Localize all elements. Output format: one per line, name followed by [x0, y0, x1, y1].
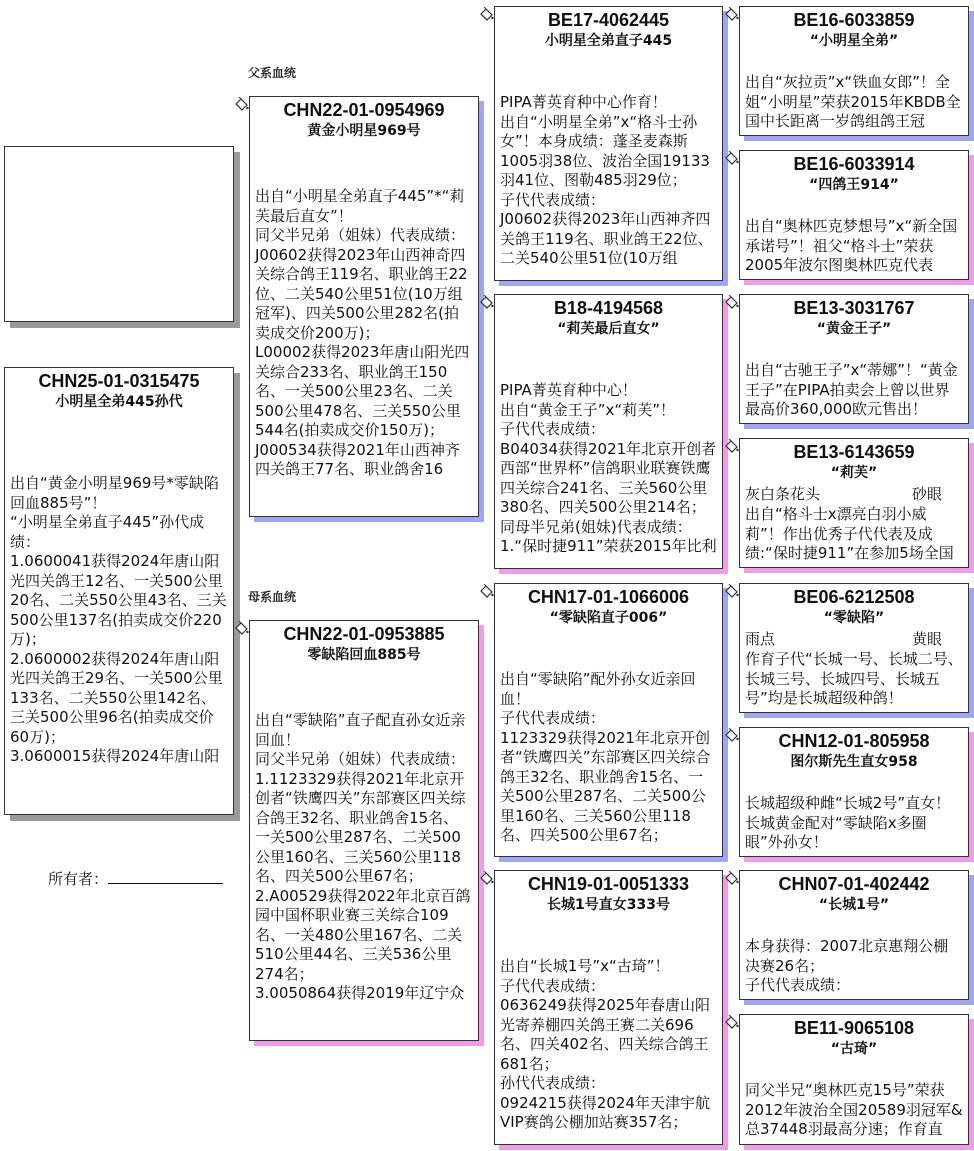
ring-number: CHN17-01-1066006	[527, 587, 690, 607]
pedigree-notes	[740, 217, 968, 276]
ring-number: CHN07-01-402442	[778, 874, 930, 894]
pedigree-card-dsd[interactable]	[739, 727, 969, 857]
note-line: 长城超级种雌“长城2号”直女！	[745, 794, 951, 812]
paint-bucket-icon	[724, 7, 739, 22]
note-line: J00602获得2023年山西神奇四关综合鸽王119名、职业鸽王22位、二关540公里51位(10万组冠军)、四关500公里282名(拍卖成交价200万)；	[255, 245, 468, 342]
paint-bucket-icon	[724, 871, 739, 886]
paint-bucket-icon	[479, 871, 494, 886]
note-line: 1123329获得2021年北京开创者“铁鹰四关”东部赛区四关综合鸽王32名、职业鸽舍15名、一关500公里287名、二关500公里160名、三关560公里118名、四关500公里67名；	[500, 728, 711, 844]
owner-label: 所有者：	[48, 870, 109, 888]
note-line: B04034获得2021年北京开创者西部“世界杯”信鸽职业联赛铁鹰四关综合241名、三关560公里380名、四关500公里214名；	[500, 439, 717, 516]
pedigree-card-sss[interactable]	[739, 6, 969, 136]
ring-number: BE16-6033914	[793, 154, 915, 174]
pedigree-card-dds[interactable]	[739, 870, 969, 1000]
pigeon-name: 黄金小明星969号	[307, 123, 421, 139]
note-line: 2.A00529获得2022年北京百鸽园中国杯职业赛三关综合109名、一关480公里167名、二关510公里44名、三关536公里274名；	[255, 886, 471, 983]
ring-number: BE16-6033859	[793, 10, 915, 30]
pigeon-name: 长城1号直女333号	[547, 897, 670, 913]
pigeon-name: “古琦”	[830, 1041, 878, 1057]
paint-bucket-icon	[234, 97, 249, 112]
feather-eye-row	[740, 628, 968, 650]
paint-bucket-icon	[479, 295, 494, 310]
paint-bucket-icon	[724, 151, 739, 166]
note-line: 出自“黄金王子”x“莉芙”！	[500, 400, 675, 419]
pigeon-name: 图尔斯先生直女958	[790, 754, 918, 770]
ring-number: BE06-6212508	[793, 587, 915, 607]
pigeon-name: “四鸽王914”	[809, 177, 899, 193]
note-line: 出自“灰拉贡”x“铁血女郎”！全姐“小明星”荣获2015年KBDB全国中长距离一岁鸽组鸽王冠	[745, 73, 961, 130]
pedigree-notes	[740, 73, 968, 132]
note-line: 出自“黄金小明星969号*零缺陷回血885号”！	[10, 474, 219, 512]
note-line: 出自“零缺陷”直子配直孙女近亲回血！	[255, 711, 466, 749]
feather-color: 雨点	[745, 630, 776, 648]
note-line: PIPA菁英育种中心作育！	[500, 93, 667, 111]
pedigree-notes	[495, 381, 722, 557]
note-line: 孙代代表成绩：	[500, 1074, 606, 1092]
note-line: 出自“格斗士x漂亮白羽小威莉”！作出优秀子代代表及成绩:“保时捷911”在参加5场全国	[745, 505, 954, 562]
pedigree-card-ss[interactable]	[494, 6, 723, 281]
ring-number: BE11-9065108	[793, 1018, 915, 1038]
note-line: J000534获得2021年山西神齐四关鸽王77名、职业鸽舍16	[255, 440, 460, 478]
pedigree-card-dam[interactable]	[249, 620, 479, 1041]
pedigree-notes	[740, 505, 968, 564]
pigeon-name: “长城1号”	[818, 897, 890, 913]
note-line: 子代代表成绩：	[500, 190, 606, 209]
ring-number: CHN22-01-0954969	[283, 100, 445, 120]
note-line: 出自“小明星全弟直子445”*“莉芙最后直女”！	[255, 187, 465, 225]
note-line: 作育子代“长城一号、长城二号、长城三号、长城四号、长城五号”均是长城超级种鸽！	[745, 650, 963, 707]
pedigree-card-subject[interactable]	[4, 367, 234, 815]
pigeon-name: “零缺陷直子006”	[549, 610, 668, 626]
pedigree-card-sire[interactable]	[249, 96, 479, 517]
pedigree-notes	[250, 187, 478, 480]
note-line: 0924215获得2024年天津宇航VIP赛鸽公棚加站赛357名；	[500, 1093, 710, 1131]
pigeon-name: “零缺陷”	[823, 610, 885, 626]
owner-field	[48, 868, 223, 889]
note-line: 出自“小明星全弟”x“格斗士孙女”！本身成绩：蓬圣麦森斯1005羽38位、波治全国19133羽41位、图勒485羽29位；	[500, 112, 710, 189]
note-line: 同父半兄弟（姐妹）代表成绩：	[255, 226, 466, 244]
note-line: 0636249获得2025年春唐山阳光寄养棚四关鸽王赛二关696名、四关402名、四关综合鸽王681名；	[500, 996, 710, 1073]
pedigree-card-sds[interactable]	[739, 294, 969, 424]
pedigree-notes	[5, 474, 233, 767]
pedigree-card-sdd[interactable]	[739, 438, 969, 568]
ring-number: BE17-4062445	[547, 10, 670, 30]
pedigree-notes	[740, 794, 968, 853]
pigeon-photo-frame	[4, 146, 234, 322]
paint-bucket-icon	[479, 584, 494, 599]
eye-type: 黄眼	[911, 630, 942, 648]
paint-bucket-icon	[479, 7, 494, 22]
paint-bucket-icon	[724, 1015, 739, 1030]
note-line: 1.1123329获得2021年北京开创者“铁鹰四关”东部赛区四关综合鸽王32名、职业鸽舍15名、一关500公里287名、二关500公里160名、三关560公里118名、四关500公里67名；	[255, 769, 466, 885]
pigeon-name: 零缺陷回血885号	[307, 647, 421, 663]
pigeon-name: “莉芙最后直女”	[557, 321, 660, 337]
eye-type: 砂眼	[911, 485, 942, 503]
ring-number: CHN22-01-0953885	[283, 624, 445, 644]
pedigree-notes	[740, 937, 968, 996]
note-line: 长城黄金配对“零缺陷x多圈眼”外孙女！	[745, 813, 927, 851]
pedigree-notes	[740, 361, 968, 420]
note-line: 子代代表成绩：	[745, 976, 851, 994]
note-line: 子代代表成绩：	[500, 420, 606, 438]
paint-bucket-icon	[724, 439, 739, 454]
note-line: 1.0600041获得2024年唐山阳光四关鸽王12名、一关500公里20名、二关550公里43名、三关500公里137名(拍卖成交价220万)；	[10, 552, 227, 648]
pigeon-name: “黄金王子”	[816, 321, 892, 337]
maternal-section-label: 母系血统	[248, 590, 297, 604]
ring-number: CHN25-01-0315475	[38, 371, 200, 391]
note-line: 3.0050864获得2019年辽宁众	[255, 984, 465, 1002]
paint-bucket-icon	[724, 295, 739, 310]
pedigree-notes	[495, 670, 722, 846]
pedigree-notes	[495, 957, 722, 1133]
pedigree-notes	[495, 93, 722, 269]
ring-number: BE13-3031767	[793, 298, 915, 318]
owner-blank-line	[108, 869, 223, 884]
pigeon-name: “小明星全弟”	[809, 33, 899, 49]
pigeon-name: 小明星全弟直子445	[544, 33, 673, 49]
note-line: 3.0600015获得2024年唐山阳	[10, 747, 220, 765]
ring-number: CHN12-01-805958	[778, 731, 930, 751]
pigeon-name: “莉芙”	[830, 465, 878, 481]
pedigree-notes	[740, 650, 968, 709]
note-line: 1.“保时捷911”荣获2015年比利	[500, 537, 717, 555]
paint-bucket-icon	[724, 584, 739, 599]
note-line: 2.0600002获得2024年唐山阳光四关鸽王29名、一关500公里133名、二关550公里142名、三关500公里96名(拍卖成交价60万)；	[10, 649, 223, 746]
paint-bucket-icon	[724, 728, 739, 743]
note-line: 同父半兄“奥林匹克15号”荣获2012年波治全国20589羽冠军&总37448羽最高分速；作育直	[745, 1081, 963, 1138]
note-line: “小明星全弟直子445”孙代成绩：	[10, 513, 205, 551]
ring-number: CHN19-01-0051333	[527, 874, 690, 894]
feather-color: 灰白条花头	[745, 485, 821, 503]
pedigree-card-dss[interactable]	[739, 583, 969, 713]
pigeon-name: 小明星全弟445孙代	[55, 394, 183, 410]
pedigree-card-ssd[interactable]	[739, 150, 969, 280]
paternal-section-label: 父系血统	[248, 66, 297, 80]
pedigree-card-sd[interactable]	[494, 294, 723, 569]
note-line: 子代代表成绩：	[500, 976, 606, 995]
pedigree-notes	[250, 711, 478, 1004]
note-line: 子代代表成绩：	[500, 709, 606, 727]
pedigree-card-dd[interactable]	[494, 870, 723, 1145]
pedigree-notes	[740, 1081, 968, 1140]
note-line: J00602获得2023年山西神齐四关鸽王119名、职业鸽王22位、二关540公里51位(10万组	[500, 210, 713, 267]
note-line: 出自“奥林匹克梦想号”x“新全国承诺号”！祖父“格斗士”荣获2005年波尔图奥林匹克代表	[745, 217, 958, 274]
note-line: 本身获得：2007北京惠翔公棚决赛26名；	[745, 937, 949, 975]
note-line: L00002获得2023年唐山阳光四关综合233名、职业鸽王150名、一关500公里23名、二关500公里478名、三关550公里544名(拍卖成交价150万)；	[255, 343, 470, 439]
note-line: PIPA菁英育种中心！	[500, 381, 637, 399]
note-line: 出自“长城1号”x“古琦”！	[500, 957, 670, 975]
ring-number: BE13-6143659	[793, 442, 915, 462]
pedigree-card-ddd[interactable]	[739, 1014, 969, 1145]
feather-eye-row	[740, 483, 968, 505]
paint-bucket-icon	[234, 621, 249, 636]
note-line: 同母半兄弟(姐妹)代表成绩：	[500, 517, 692, 536]
pedigree-card-ds[interactable]	[494, 583, 723, 857]
note-line: 同父半兄弟（姐妹）代表成绩：	[255, 750, 466, 768]
note-line: 出自“古驰王子”x“蒂娜”！“黄金王子”在PIPA拍卖会上曾以世界最高价360,000欧元售出！	[745, 361, 958, 418]
ring-number: B18-4194568	[553, 298, 664, 318]
note-line: 出自“零缺陷”配外孙女近亲回血！	[500, 670, 696, 708]
